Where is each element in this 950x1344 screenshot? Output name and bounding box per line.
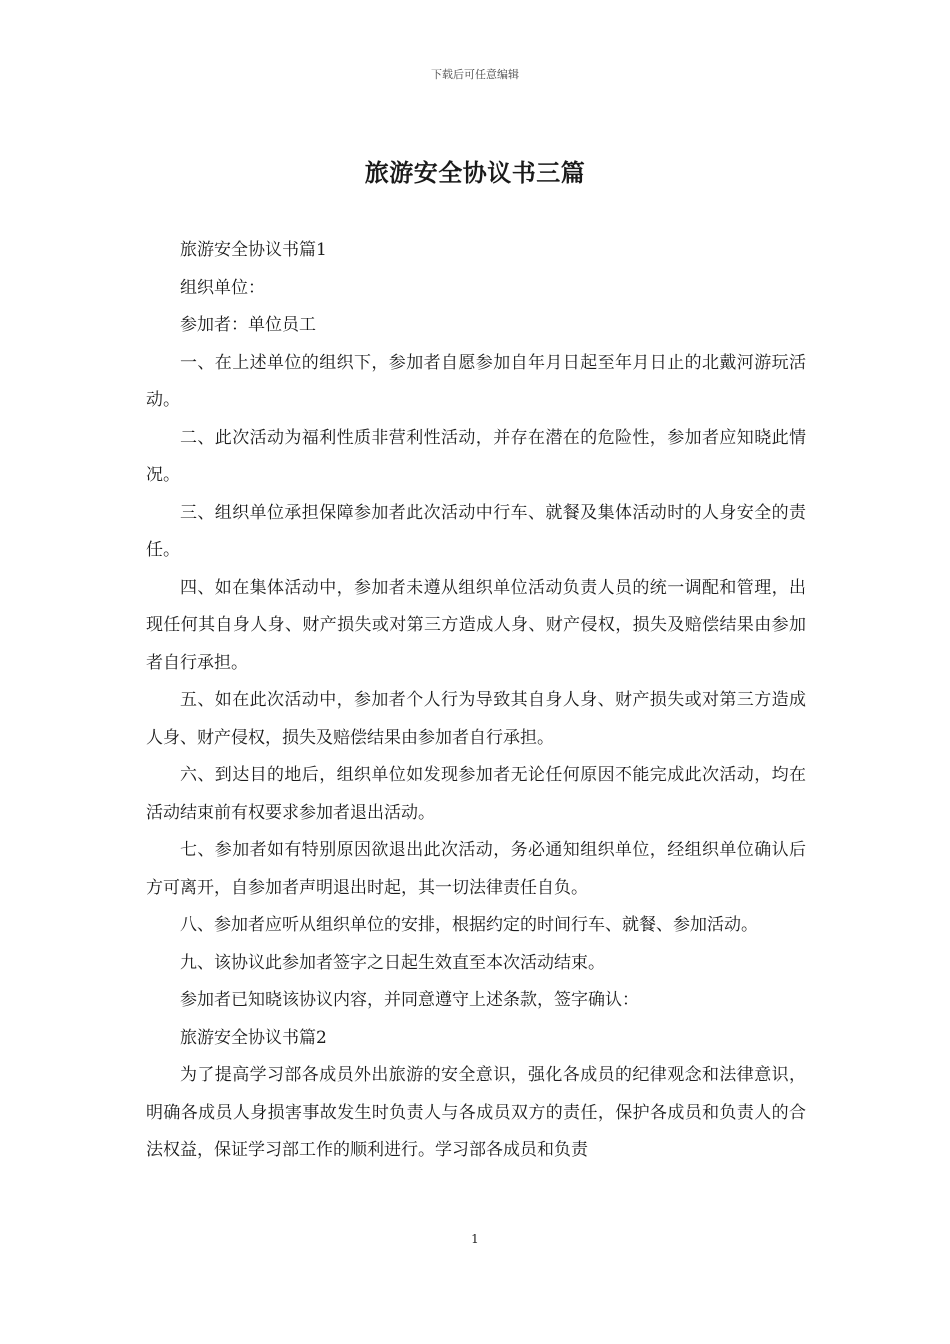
paragraph-clause-6: 六、到达目的地后，组织单位如发现参加者无论任何原因不能完成此次活动，均在活动结束前有权要求参加者退出活动。 [146, 765, 806, 823]
page-number: 1 [471, 1232, 479, 1246]
paragraph-confirmation: 参加者已知晓该协议内容，并同意遵守上述条款，签字确认： [180, 990, 639, 1010]
paragraph-clause-7: 七、参加者如有特别原因欲退出此次活动，务必通知组织单位，经组织单位确认后方可离开，自参加者声明退出时起，其一切法律责任自负。 [146, 840, 806, 898]
paragraph-intro-2: 为了提高学习部各成员外出旅游的安全意识，强化各成员的纪律观念和法律意识，明确各成员人身损害事故发生时负责人与各成员双方的责任，保护各成员和负责人的合法权益，保证学习部工作的顺利进行。学习部各成员和负责 [146, 1065, 806, 1160]
paragraph-clause-2: 二、此次活动为福利性质非营利性活动，并存在潜在的危险性，参加者应知晓此情况。 [146, 427, 806, 485]
document-body [146, 232, 806, 1170]
paragraph-clause-3: 三、组织单位承担保障参加者此次活动中行车、就餐及集体活动时的人身安全的责任。 [146, 502, 806, 560]
document-title: 旅游安全协议书三篇 [364, 158, 586, 187]
paragraph-participants: 参加者：单位员工 [180, 315, 316, 335]
paragraph-clause-4: 四、如在集体活动中，参加者未遵从组织单位活动负责人员的统一调配和管理，出现任何其自身人身、财产损失或对第三方造成人身、财产侵权，损失及赔偿结果由参加者自行承担。 [146, 577, 806, 673]
paragraph-organizer: 组织单位： [180, 277, 265, 298]
paragraph-clause-5: 五、如在此次活动中，参加者个人行为导致其自身人身、财产损失或对第三方造成人身、财产侵权，损失及赔偿结果由参加者自行承担。 [146, 690, 806, 748]
section-heading-2: 旅游安全协议书篇2 [180, 1027, 327, 1048]
paragraph-clause-8: 八、参加者应听从组织单位的安排，根据约定的时间行车、就餐、参加活动。 [180, 915, 758, 935]
header-note: 下载后可任意编辑 [431, 68, 519, 81]
section-heading-1: 旅游安全协议书篇1 [180, 240, 327, 260]
paragraph-clause-1: 一、在上述单位的组织下，参加者自愿参加自年月日起至年月日止的北戴河游玩活动。 [146, 352, 806, 410]
paragraph-clause-9: 九、该协议此参加者签字之日起生效直至本次活动结束。 [180, 952, 605, 973]
